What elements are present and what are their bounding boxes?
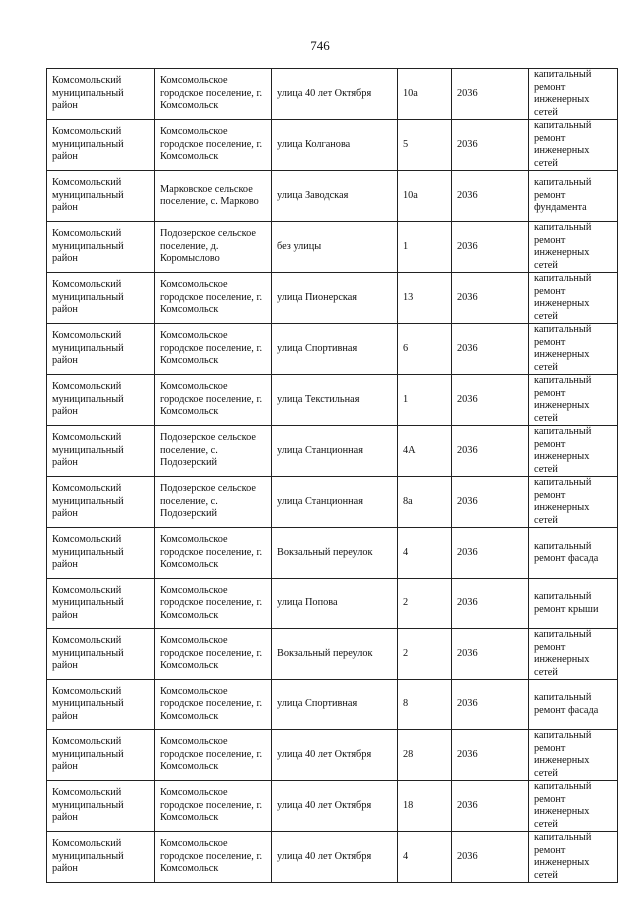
- table-row: [47, 120, 618, 171]
- street-cell: улица 40 лет Октября: [272, 781, 398, 832]
- table-row: [47, 680, 618, 730]
- street-cell: улица Спортивная: [272, 324, 398, 375]
- work-type-cell: капитальный ремонт инженерных сетей: [529, 222, 618, 273]
- district-cell: Комсомольский муниципальный район: [47, 528, 155, 579]
- settlement-cell: Комсомольское городское поселение, г. Комсомольск: [155, 528, 272, 579]
- house-number-cell: 13: [398, 273, 452, 324]
- table-row: [47, 629, 618, 680]
- work-type-cell: капитальный ремонт инженерных сетей: [529, 273, 618, 324]
- district-cell: Комсомольский муниципальный район: [47, 222, 155, 273]
- work-type-cell: капитальный ремонт инженерных сетей: [529, 730, 618, 781]
- settlement-cell: Подозерское сельское поселение, с. Подозерский: [155, 477, 272, 528]
- work-type-cell: капитальный ремонт фасада: [529, 680, 618, 730]
- street-cell: улица Пионерская: [272, 273, 398, 324]
- work-type-cell: капитальный ремонт инженерных сетей: [529, 832, 618, 883]
- district-cell: Комсомольский муниципальный район: [47, 629, 155, 680]
- table-row: [47, 222, 618, 273]
- settlement-cell: Комсомольское городское поселение, г. Комсомольск: [155, 781, 272, 832]
- district-cell: Комсомольский муниципальный район: [47, 579, 155, 629]
- street-cell: улица 40 лет Октября: [272, 832, 398, 883]
- street-cell: улица 40 лет Октября: [272, 730, 398, 781]
- work-type-cell: капитальный ремонт инженерных сетей: [529, 426, 618, 477]
- district-cell: Комсомольский муниципальный район: [47, 832, 155, 883]
- table-row: [47, 324, 618, 375]
- house-number-cell: 18: [398, 781, 452, 832]
- year-cell: 2036: [452, 222, 529, 273]
- year-cell: 2036: [452, 324, 529, 375]
- table-row: [47, 579, 618, 629]
- table-row: [47, 477, 618, 528]
- house-number-cell: 2: [398, 629, 452, 680]
- street-cell: Вокзальный переулок: [272, 528, 398, 579]
- district-cell: Комсомольский муниципальный район: [47, 69, 155, 120]
- settlement-cell: Комсомольское городское поселение, г. Комсомольск: [155, 375, 272, 426]
- table-row: [47, 528, 618, 579]
- house-number-cell: 10а: [398, 69, 452, 120]
- district-cell: Комсомольский муниципальный район: [47, 781, 155, 832]
- year-cell: 2036: [452, 171, 529, 222]
- table-row: [47, 273, 618, 324]
- table-row: [47, 171, 618, 222]
- street-cell: улица Колганова: [272, 120, 398, 171]
- street-cell: улица Попова: [272, 579, 398, 629]
- year-cell: 2036: [452, 477, 529, 528]
- work-type-cell: капитальный ремонт инженерных сетей: [529, 324, 618, 375]
- table-row: [47, 69, 618, 120]
- settlement-cell: Марковское сельское поселение, с. Марково: [155, 171, 272, 222]
- district-cell: Комсомольский муниципальный район: [47, 426, 155, 477]
- work-type-cell: капитальный ремонт инженерных сетей: [529, 375, 618, 426]
- street-cell: улица Заводская: [272, 171, 398, 222]
- district-cell: Комсомольский муниципальный район: [47, 730, 155, 781]
- settlement-cell: Подозерское сельское поселение, д. Коромыслово: [155, 222, 272, 273]
- settlement-cell: Комсомольское городское поселение, г. Комсомольск: [155, 629, 272, 680]
- district-cell: Комсомольский муниципальный район: [47, 324, 155, 375]
- house-number-cell: 8: [398, 680, 452, 730]
- housing-repair-table: [46, 68, 618, 883]
- district-cell: Комсомольский муниципальный район: [47, 680, 155, 730]
- settlement-cell: Подозерское сельское поселение, с. Подозерский: [155, 426, 272, 477]
- street-cell: улица Текстильная: [272, 375, 398, 426]
- house-number-cell: 1: [398, 375, 452, 426]
- settlement-cell: Комсомольское городское поселение, г. Комсомольск: [155, 69, 272, 120]
- district-cell: Комсомольский муниципальный район: [47, 273, 155, 324]
- year-cell: 2036: [452, 273, 529, 324]
- year-cell: 2036: [452, 629, 529, 680]
- year-cell: 2036: [452, 781, 529, 832]
- settlement-cell: Комсомольское городское поселение, г. Комсомольск: [155, 273, 272, 324]
- year-cell: 2036: [452, 579, 529, 629]
- district-cell: Комсомольский муниципальный район: [47, 477, 155, 528]
- district-cell: Комсомольский муниципальный район: [47, 120, 155, 171]
- house-number-cell: 8а: [398, 477, 452, 528]
- work-type-cell: капитальный ремонт инженерных сетей: [529, 629, 618, 680]
- street-cell: улица 40 лет Октября: [272, 69, 398, 120]
- table-row: [47, 375, 618, 426]
- house-number-cell: 4А: [398, 426, 452, 477]
- year-cell: 2036: [452, 375, 529, 426]
- year-cell: 2036: [452, 680, 529, 730]
- work-type-cell: капитальный ремонт фундамента: [529, 171, 618, 222]
- house-number-cell: 1: [398, 222, 452, 273]
- work-type-cell: капитальный ремонт инженерных сетей: [529, 120, 618, 171]
- year-cell: 2036: [452, 69, 529, 120]
- table-row: [47, 832, 618, 883]
- street-cell: улица Станционная: [272, 426, 398, 477]
- work-type-cell: капитальный ремонт фасада: [529, 528, 618, 579]
- settlement-cell: Комсомольское городское поселение, г. Комсомольск: [155, 680, 272, 730]
- settlement-cell: Комсомольское городское поселение, г. Комсомольск: [155, 120, 272, 171]
- table-row: [47, 730, 618, 781]
- work-type-cell: капитальный ремонт крыши: [529, 579, 618, 629]
- settlement-cell: Комсомольское городское поселение, г. Комсомольск: [155, 832, 272, 883]
- year-cell: 2036: [452, 832, 529, 883]
- district-cell: Комсомольский муниципальный район: [47, 171, 155, 222]
- house-number-cell: 6: [398, 324, 452, 375]
- house-number-cell: 4: [398, 528, 452, 579]
- street-cell: улица Спортивная: [272, 680, 398, 730]
- house-number-cell: 2: [398, 579, 452, 629]
- street-cell: без улицы: [272, 222, 398, 273]
- house-number-cell: 5: [398, 120, 452, 171]
- year-cell: 2036: [452, 730, 529, 781]
- table-body: [47, 69, 618, 883]
- settlement-cell: Комсомольское городское поселение, г. Комсомольск: [155, 579, 272, 629]
- street-cell: Вокзальный переулок: [272, 629, 398, 680]
- street-cell: улица Станционная: [272, 477, 398, 528]
- district-cell: Комсомольский муниципальный район: [47, 375, 155, 426]
- house-number-cell: 10а: [398, 171, 452, 222]
- year-cell: 2036: [452, 426, 529, 477]
- settlement-cell: Комсомольское городское поселение, г. Комсомольск: [155, 730, 272, 781]
- year-cell: 2036: [452, 120, 529, 171]
- year-cell: 2036: [452, 528, 529, 579]
- table-row: [47, 426, 618, 477]
- settlement-cell: Комсомольское городское поселение, г. Комсомольск: [155, 324, 272, 375]
- work-type-cell: капитальный ремонт инженерных сетей: [529, 477, 618, 528]
- house-number-cell: 28: [398, 730, 452, 781]
- work-type-cell: капитальный ремонт инженерных сетей: [529, 781, 618, 832]
- page-number: 746: [310, 38, 330, 53]
- work-type-cell: капитальный ремонт инженерных сетей: [529, 69, 618, 120]
- house-number-cell: 4: [398, 832, 452, 883]
- table-row: [47, 781, 618, 832]
